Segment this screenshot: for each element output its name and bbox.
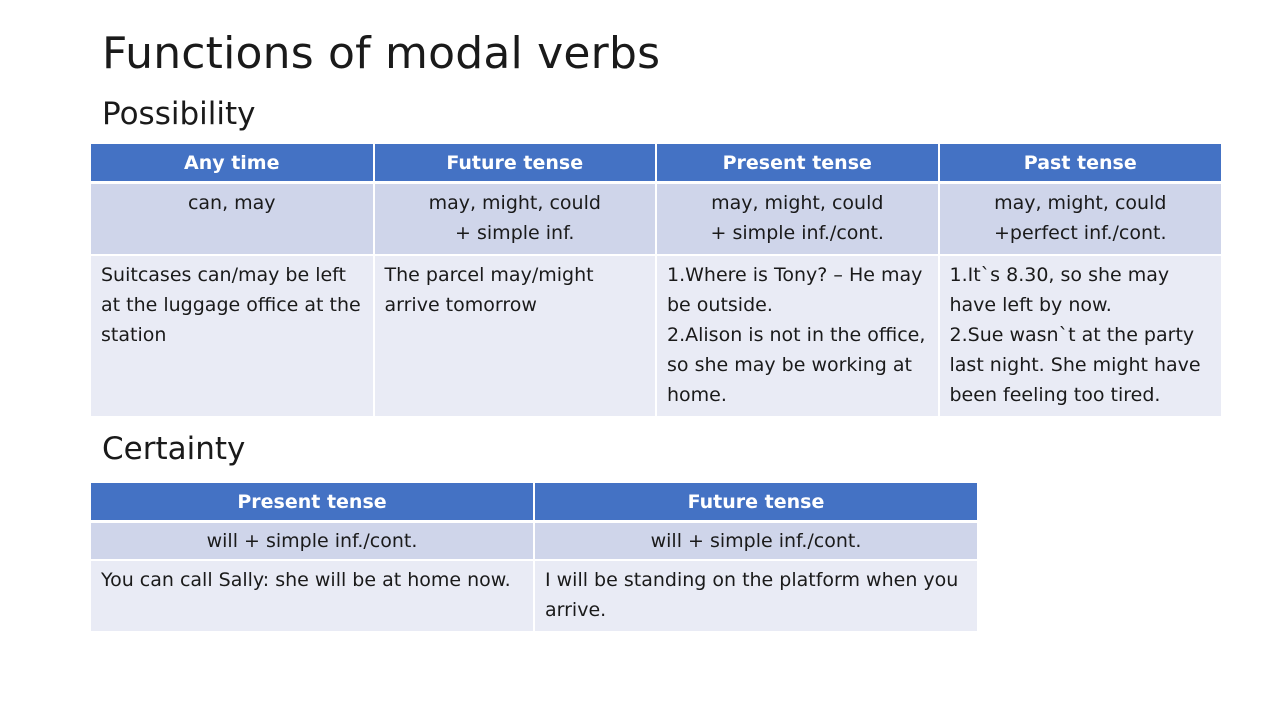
header-present-tense: Present tense [656, 144, 939, 183]
possibility-header-row [91, 144, 1221, 183]
example-text: The parcel may/might arrive tomorrow [384, 264, 594, 316]
certainty-examples-row [91, 560, 977, 632]
forms-cell-present [656, 183, 939, 256]
example-text: 2.Sue wasn`t at the party last night. She might have been feeling too tired. [949, 324, 1201, 406]
forms-line: may, might, could [994, 192, 1167, 214]
certainty-forms-row [91, 522, 977, 561]
forms-line: may, might, could [711, 192, 884, 214]
header-future-tense: Future tense [534, 483, 977, 522]
example-cell-present: You can call Sally: she will be at home now. [91, 560, 534, 632]
example-text: Suitcases can/may be left at the luggage office at the station [101, 264, 361, 346]
forms-line: + simple inf./cont. [710, 222, 884, 244]
example-cell-past [939, 255, 1222, 417]
example-text: 2.Alison is not in the office, so she may be working at home. [667, 324, 926, 406]
forms-line: may, might, could [428, 192, 601, 214]
forms-cell-future [374, 183, 657, 256]
header-past-tense: Past tense [939, 144, 1222, 183]
header-any-time: Any time [91, 144, 374, 183]
certainty-heading: Certainty [102, 431, 246, 467]
example-cell-present [656, 255, 939, 417]
certainty-table [91, 483, 977, 633]
forms-cell-future: will + simple inf./cont. [534, 522, 977, 561]
forms-line: + simple inf. [455, 222, 575, 244]
example-cell-any-time [91, 255, 374, 417]
forms-line: can, may [187, 192, 276, 214]
slide-title: Functions of modal verbs [102, 28, 661, 79]
forms-cell-present: will + simple inf./cont. [91, 522, 534, 561]
example-text: 1.Where is Tony? – He may be outside. [667, 264, 923, 316]
example-cell-future: I will be standing on the platform when you arrive. [534, 560, 977, 632]
possibility-heading: Possibility [102, 96, 256, 132]
possibility-table [91, 144, 1221, 418]
forms-cell-any-time [91, 183, 374, 256]
example-cell-future [374, 255, 657, 417]
example-text: 1.It`s 8.30, so she may have left by now. [949, 264, 1170, 316]
possibility-examples-row [91, 255, 1221, 417]
certainty-header-row [91, 483, 977, 522]
forms-cell-past [939, 183, 1222, 256]
header-future-tense: Future tense [374, 144, 657, 183]
forms-line: +perfect inf./cont. [994, 222, 1167, 244]
possibility-forms-row [91, 183, 1221, 256]
header-present-tense: Present tense [91, 483, 534, 522]
